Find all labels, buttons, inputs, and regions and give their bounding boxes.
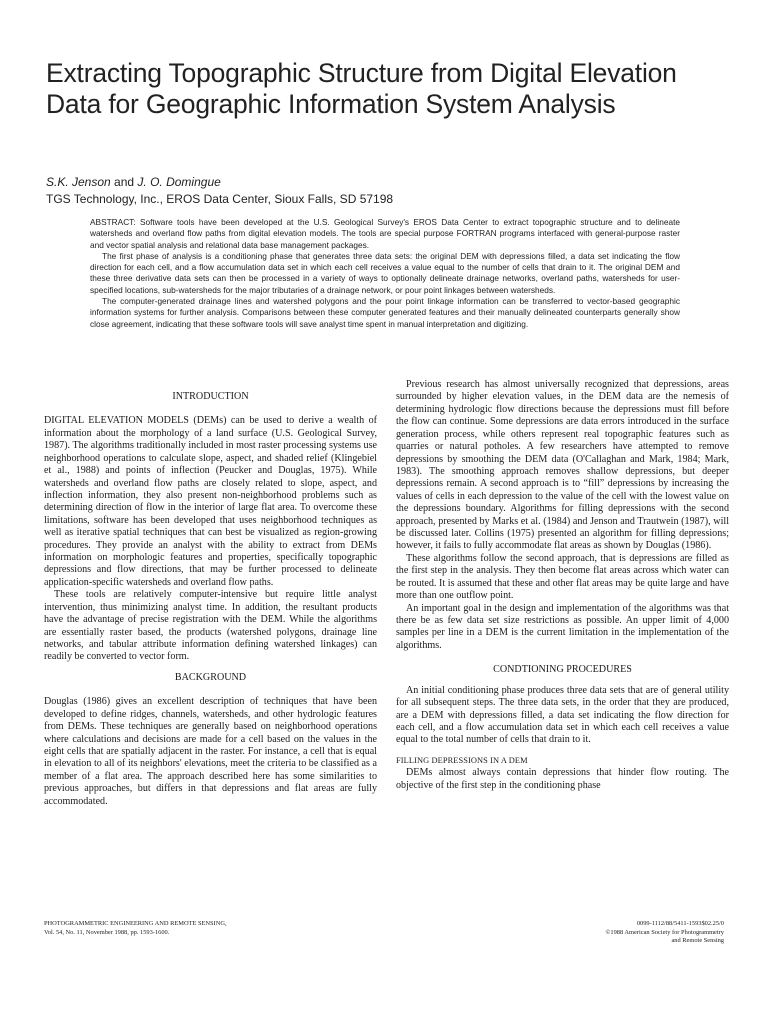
author-name: S.K. Jenson bbox=[46, 175, 111, 189]
body-paragraph: An initial conditioning phase produces three data sets that are of general utility for all subsequent steps. The three data sets, in the order that they are produced, are a DEM with depressions filled, a data set indicating the flow direction for each cell, and a flow accumulation data set in which each cell receives a value equal to the total number of cells that drain to it. bbox=[396, 684, 729, 746]
copyright-line: and Remote Sensing bbox=[671, 937, 724, 945]
section-heading-introduction: INTRODUCTION bbox=[172, 391, 249, 402]
right-column bbox=[396, 379, 729, 792]
body-paragraph: Douglas (1986) gives an excellent description of techniques that have been developed to define ridges, channels, watersheds, and other hydrologic features from DEMs. These techniques are generally based on neighborhood operations where calculations and decisions are made for a cell based on the values in the eight cells that are spatially adjacent in the raster. For instance, a cell that is equal in elevation to all of its neighbors' elevations, meet the criteria to be classified as a member of a flat area. The approach described here has some similarities to previous approaches, but differs in that depressions and flat areas are fully accommodated. bbox=[44, 696, 377, 807]
abstract-paragraph: ABSTRACT: Software tools have been developed at the U.S. Geological Survey's EROS Data Center to extract topographic structure and to delineate watersheds and overland flow paths from digital elevation models. The tools are special purpose FORTRAN programs interfaced with general-purpose raster and vector spatial analysis and relational data base management packages. bbox=[90, 217, 680, 250]
left-column bbox=[44, 379, 377, 808]
subsection-heading-filling: FILLING DEPRESSIONS IN A DEM bbox=[396, 755, 528, 765]
body-paragraph: Previous research has almost universally recognized that depressions, areas surrounded by higher elevation values, in the DEM data are the nemesis of determining hydrologic flow directions because the depressions must fill before the flow can continue. Some depressions are data errors introduced in the surface generation process, while others represent real topographic features such as quarries or natural potholes. A few researchers have attempted to remove depressions by smoothing the DEM data (O'Callaghan and Mark, 1984; Mark, 1983). The smoothing approach removes shallow depressions, but deeper depressions remain. A second approach is to “fill” depressions by increasing the values of cells in each depression to the value of the cell with the lowest value on the depressions boundary. Algorithms for filling depressions with the second approach, presented by Marks et al. (1984) and Jenson and Trautwein (1987), will be discussed later. Collins (1975) presented an algorithm for filling depressions; however, it fails to fully accommodate flat areas as shown by Douglas (1986). bbox=[396, 379, 729, 552]
doi-code: 0099-1112/88/5411-1593$02.25/0 bbox=[636, 920, 724, 927]
paper-title: Extracting Topographic Structure from Digital Elevation Data for Geographic Information System Analysis bbox=[46, 58, 677, 119]
abstract-paragraph: The computer-generated drainage lines and watershed polygons and the pour point linkage information can be transferred to vector-based geographic information systems for further analysis. Comparisons between these computer generated features and their manually delineated counterparts generally show close agreement, indicating that these software tools will save analyst time spent in manual interpretation and digitizing. bbox=[90, 296, 680, 329]
abstract bbox=[90, 217, 680, 330]
copyright-notice bbox=[470, 920, 724, 946]
body-paragraph: These algorithms follow the second approach, that is depressions are filled as the first step in the analysis. They then become flat areas across which water can be routed. It is assumed that these and other flat areas may be quite large and have more than one outflow point. bbox=[396, 552, 729, 602]
section-heading-conditioning: CONDTIONING PROCEDURES bbox=[493, 664, 632, 676]
author-line bbox=[46, 174, 726, 190]
journal-citation bbox=[44, 920, 344, 937]
journal-volume: Vol. 54, No. 11, November 1988, pp. 1593-1600. bbox=[44, 928, 170, 936]
author-conjunction: and bbox=[110, 175, 138, 189]
body-paragraph: An important goal in the design and implementation of the algorithms was that there be as few data set size restrictions as possible. An upper limit of 4,000 samples per line in a DEM is the current limitation in the implementation of the algorithms. bbox=[396, 602, 729, 651]
section-heading-background: BACKGROUND bbox=[174, 671, 247, 683]
affiliation: TGS Technology, Inc., EROS Data Center, Sioux Falls, SD 57198 bbox=[46, 192, 394, 206]
body-paragraph: DIGITAL ELEVATION MODELS (DEMs) can be used to derive a wealth of information about the morphology of a land surface (U.S. Geological Survey, 1987). The algorithms traditionally included in most raster processing systems use neighborhood operations to calculate slope, aspect, and shaded relief (Klingebiel et al., 1988) and points of inflection (Peucker and Douglas, 1975). While watersheds and overland flow paths are closely related to slope, aspect, and inflection information, they also present non-neighborhood problems such as determining direction of flow in the interior of large flat area. To overcome these limitations, software has been developed that uses neighborhood techniques as well as iterative spatial techniques that can best be visualized as region-growing procedures. They provide an analyst with the ability to extract from DEMs information on morphologic features and properties, specifically topographic depressions and flow directions, that may be further processed to delineate application-specific watersheds and overland flow paths. bbox=[44, 415, 377, 588]
abstract-paragraph: The first phase of analysis is a conditioning phase that generates three data sets: the original DEM with depressions filled, a data set indicating the flow direction for each cell, and a flow accumulation data set in which each cell receives a value equal to the number of cells that drain to it. The original DEM and these three derivative data sets can then be processed in a variety of ways to optionally delineate drainage networks, overland paths, watersheds for user-specified locations, sub-watersheds for the major tributaries of a drainage network, or pour point linkages between watersheds. bbox=[90, 250, 680, 295]
author-name: J. O. Domingue bbox=[137, 175, 221, 189]
body-paragraph: These tools are relatively computer-intensive but require little analyst intervention, thus minimizing analyst time. In addition, the resultant products have the advantage of precise registration with the DEM. While the algorithms are essentially raster based, the products (watershed polygons, drainage line networks, and tabular attribute information defining watershed linkages) can readily be converted to vector form. bbox=[44, 589, 377, 663]
body-paragraph: DEMs almost always contain depressions that hinder flow routing. The objective of the first step in the conditioning phase bbox=[396, 767, 729, 791]
journal-name: PHOTOGRAMMETRIC ENGINEERING AND REMOTE SENSING, bbox=[44, 920, 227, 927]
copyright-line: ©1988 American Society for Photogrammetry bbox=[605, 928, 724, 936]
